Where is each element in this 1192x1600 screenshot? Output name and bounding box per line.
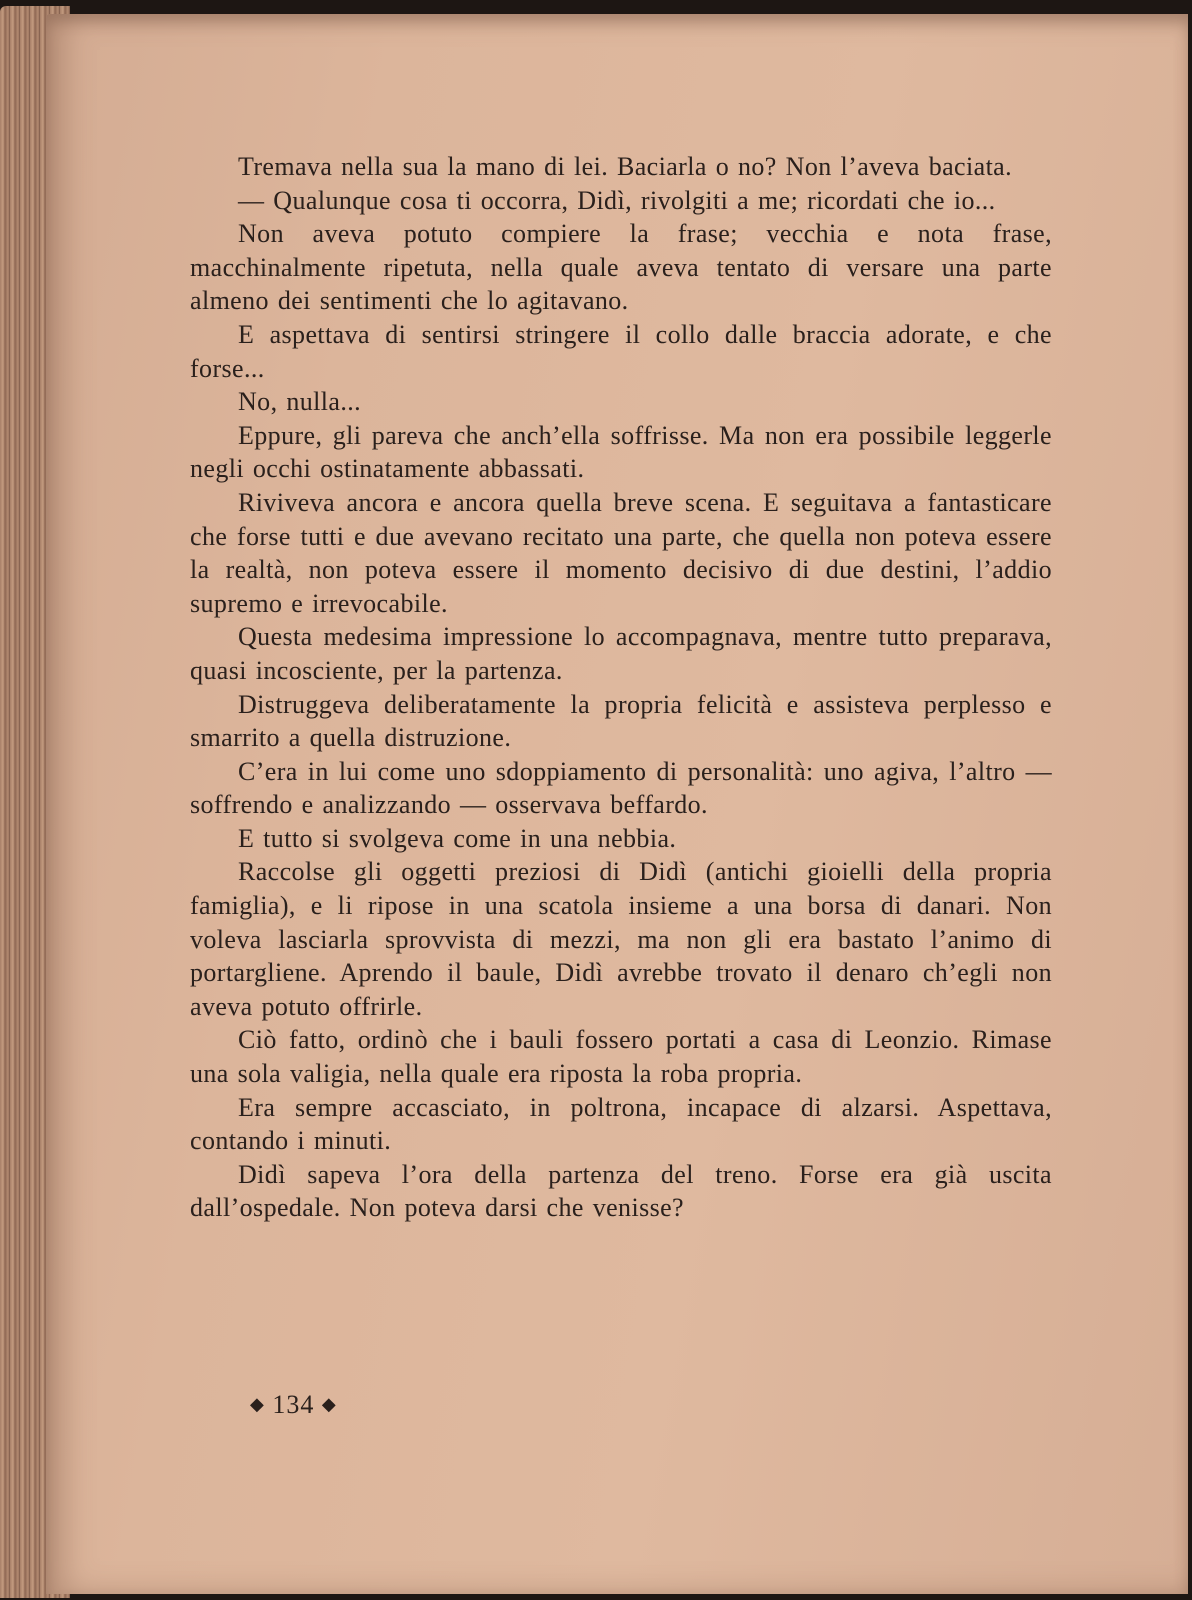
paragraph: Tremava nella sua la mano di lei. Baciarla o no? Non l’aveva baciata.	[238, 152, 1013, 181]
paragraph: Questa medesima impressione lo accompagnava, mentre tutto preparava, quasi incosciente, per la partenza.	[190, 622, 1052, 685]
paragraph: Eppure, gli pareva che anch’ella soffrisse. Ma non era possibile leggerle negli occhi ostinatamente abbassati.	[190, 420, 1052, 484]
paragraph: Era sempre accasciato, in poltrona, incapace di alzarsi. Aspettava, contando i minuti.	[190, 1092, 1052, 1156]
paragraph: E aspettava di sentirsi stringere il collo dalle braccia adorate, e che forse...	[190, 319, 1052, 383]
paragraph: Riviveva ancora e ancora quella breve scena. E seguitava a fantasticare che forse tutti e due avevano recitato una parte, che quella non poteva essere la realtà, non poteva essere il momento decisivo di due destini, l’addio supremo e irrevocabile.	[190, 487, 1052, 618]
paragraph: — Qualunque cosa ti occorra, Didì, rivolgiti a me; ricordati che io...	[238, 185, 996, 215]
diamond-ornament-icon: ◆	[321, 1394, 337, 1414]
diamond-ornament-icon: ◆	[250, 1394, 265, 1414]
paragraph: C’era in lui come uno sdoppiamento di personalità: uno agiva, l’altro — soffrendo e analizzando — osservava beffardo.	[190, 756, 1052, 820]
paragraph: Non aveva potuto compiere la frase; vecchia e nota frase, macchinalmente ripetuta, nella quale aveva tentato di versare una parte almeno dei sentimenti che lo agitavano.	[190, 219, 1052, 316]
paragraph: E tutto si svolgeva come in una nebbia.	[238, 823, 677, 853]
paragraph: No, nulla...	[238, 387, 362, 417]
page-number	[250, 1390, 337, 1420]
paragraph: Ciò fatto, ordinò che i bauli fossero portati a casa di Leonzio. Rimase una sola valigia, nella quale era riposta la roba propria.	[190, 1025, 1052, 1089]
paragraph: Didì sapeva l’ora della partenza del treno. Forse era già uscita dall’ospedale. Non poteva darsi che venisse?	[190, 1159, 1052, 1223]
paragraph: Distruggeva deliberatamente la propria felicità e assisteva perplesso e smarrito a quella distruzione.	[190, 689, 1052, 753]
page-number-value: 134	[272, 1390, 315, 1419]
paragraph: Raccolse gli oggetti preziosi di Didì (antichi gioielli della propria famiglia), e li ripose in una scatola insieme a una borsa di danari. Non voleva lasciarla sprovvista di mezzi, ma non gli era bastato l’animo di portargliene. Aprendo il baule, Didì avrebbe trovato il denaro ch’egli non aveva potuto offrirle.	[190, 857, 1052, 1021]
body-text	[190, 150, 1052, 1225]
